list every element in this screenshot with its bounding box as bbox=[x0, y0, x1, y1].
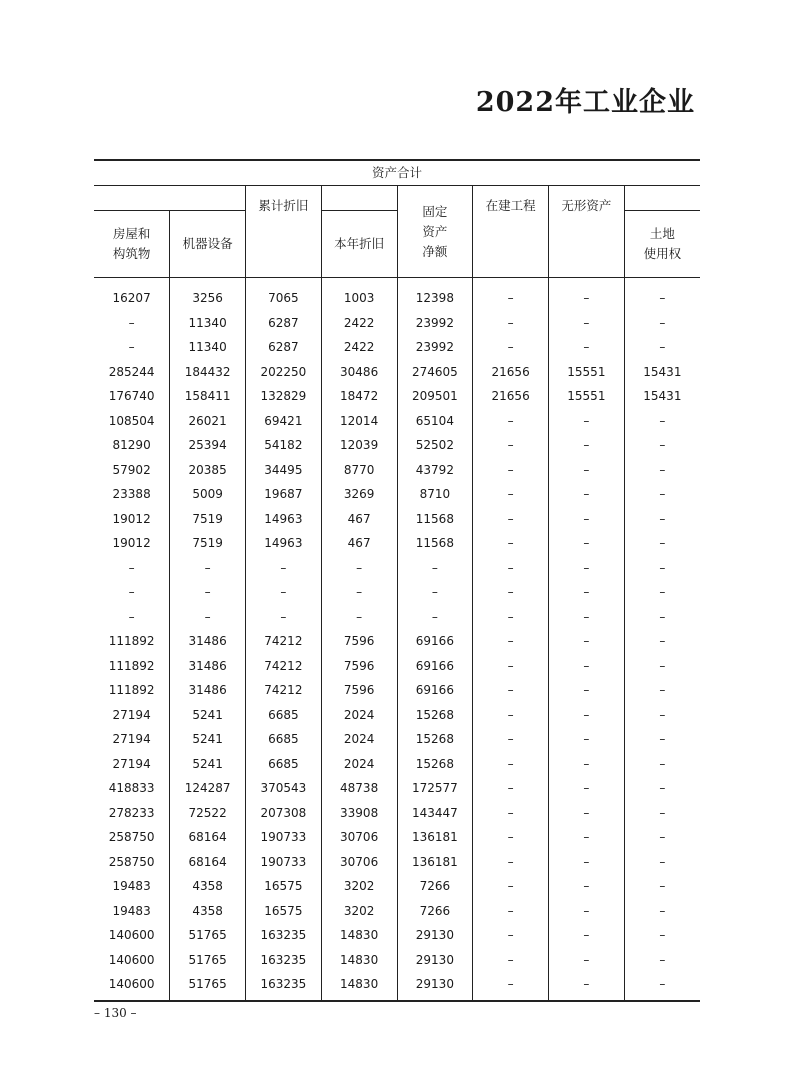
table-cell: – bbox=[549, 278, 625, 311]
table-cell: 8710 bbox=[397, 482, 473, 507]
table-cell: – bbox=[624, 629, 700, 654]
table-cell: 2024 bbox=[321, 703, 397, 728]
table-cell: 11568 bbox=[397, 531, 473, 556]
table-cell: 15431 bbox=[624, 384, 700, 409]
table-cell: 163235 bbox=[246, 948, 322, 973]
table-cell: 5241 bbox=[170, 727, 246, 752]
table-cell: – bbox=[624, 482, 700, 507]
table-cell: 3202 bbox=[321, 874, 397, 899]
table-cell: – bbox=[624, 850, 700, 875]
table-cell: 65104 bbox=[397, 409, 473, 434]
header-col-2: 机器设备 bbox=[170, 211, 246, 278]
table-cell: – bbox=[473, 458, 549, 483]
table-cell: 12014 bbox=[321, 409, 397, 434]
table-cell: – bbox=[549, 825, 625, 850]
table-row bbox=[94, 384, 700, 409]
table-cell: – bbox=[549, 482, 625, 507]
table-row bbox=[94, 923, 700, 948]
table-cell: 467 bbox=[321, 507, 397, 532]
table-cell: 81290 bbox=[112, 438, 151, 453]
table-cell: – bbox=[549, 899, 625, 924]
table-cell: – bbox=[128, 340, 135, 355]
table-cell: 51765 bbox=[170, 923, 246, 948]
table-cell: 3256 bbox=[170, 278, 246, 311]
asset-table bbox=[94, 159, 700, 1002]
table-row bbox=[94, 850, 700, 875]
table-cell: – bbox=[473, 278, 549, 311]
header-col-label: 累计折旧 bbox=[258, 198, 309, 213]
table-cell: 7519 bbox=[170, 507, 246, 532]
table-cell: 4358 bbox=[170, 899, 246, 924]
header-col-5 bbox=[397, 186, 473, 278]
table-row bbox=[94, 948, 700, 973]
table-cell: 418833 bbox=[108, 781, 155, 796]
table-cell: 190733 bbox=[246, 825, 322, 850]
table-cell: – bbox=[549, 948, 625, 973]
table-cell: 21656 bbox=[473, 360, 549, 385]
table-row bbox=[94, 335, 700, 360]
table-row bbox=[94, 433, 700, 458]
table-cell: 11568 bbox=[397, 507, 473, 532]
table-cell: 30706 bbox=[321, 825, 397, 850]
table-cell: 68164 bbox=[170, 850, 246, 875]
table-cell: – bbox=[549, 556, 625, 581]
table-cell: 29130 bbox=[397, 923, 473, 948]
header-col-label: 固定 资产 净额 bbox=[422, 203, 448, 259]
table-cell: 5241 bbox=[170, 752, 246, 777]
table-cell: 74212 bbox=[246, 654, 322, 679]
table-row bbox=[94, 776, 700, 801]
table-cell: 14830 bbox=[321, 923, 397, 948]
table-cell: – bbox=[549, 654, 625, 679]
table-cell: 2024 bbox=[321, 752, 397, 777]
table-cell: – bbox=[624, 776, 700, 801]
table-cell: 25394 bbox=[170, 433, 246, 458]
table-cell: 202250 bbox=[246, 360, 322, 385]
table-cell: – bbox=[473, 923, 549, 948]
table-cell: – bbox=[321, 580, 397, 605]
table-cell: 33908 bbox=[321, 801, 397, 826]
table-cell: 111892 bbox=[108, 634, 155, 649]
table-cell: – bbox=[473, 580, 549, 605]
table-row bbox=[94, 874, 700, 899]
table-row bbox=[94, 580, 700, 605]
table-cell: – bbox=[246, 580, 322, 605]
table-cell: 11340 bbox=[170, 335, 246, 360]
table-cell: 7519 bbox=[170, 531, 246, 556]
table-cell: 14963 bbox=[246, 531, 322, 556]
table-cell: – bbox=[473, 531, 549, 556]
table-cell: – bbox=[321, 605, 397, 630]
table-cell: 69166 bbox=[397, 629, 473, 654]
table-cell: 190733 bbox=[246, 850, 322, 875]
table-cell: – bbox=[624, 556, 700, 581]
table-cell: 57902 bbox=[112, 462, 151, 477]
table-cell: 209501 bbox=[397, 384, 473, 409]
table-cell: – bbox=[624, 433, 700, 458]
table-cell: – bbox=[128, 560, 135, 575]
table-cell: 74212 bbox=[246, 629, 322, 654]
table-cell: 14963 bbox=[246, 507, 322, 532]
table-cell: 23992 bbox=[397, 311, 473, 336]
table-cell: – bbox=[473, 899, 549, 924]
table-cell: 19012 bbox=[112, 511, 151, 526]
table-cell: – bbox=[624, 801, 700, 826]
table-cell: – bbox=[624, 972, 700, 1001]
table-cell: – bbox=[473, 482, 549, 507]
table-cell: 16575 bbox=[246, 874, 322, 899]
table-cell: 27194 bbox=[112, 732, 151, 747]
table-cell: – bbox=[473, 629, 549, 654]
table-cell: 6685 bbox=[246, 727, 322, 752]
table-cell: 31486 bbox=[170, 678, 246, 703]
table-cell: – bbox=[473, 850, 549, 875]
table-cell: – bbox=[128, 315, 135, 330]
table-cell: 19687 bbox=[246, 482, 322, 507]
header-group-total-assets: 资产合计 bbox=[94, 160, 700, 186]
table-row bbox=[94, 629, 700, 654]
table-cell: – bbox=[473, 703, 549, 728]
table-row bbox=[94, 825, 700, 850]
table-row bbox=[94, 654, 700, 679]
table-cell: 8770 bbox=[321, 458, 397, 483]
table-cell: – bbox=[549, 850, 625, 875]
table-cell: – bbox=[624, 678, 700, 703]
table-cell: 15268 bbox=[397, 703, 473, 728]
header-col-label: 无形资产 bbox=[561, 198, 612, 213]
table-cell: 258750 bbox=[108, 854, 155, 869]
table-cell: – bbox=[549, 335, 625, 360]
table-cell: – bbox=[473, 507, 549, 532]
table-cell: 172577 bbox=[397, 776, 473, 801]
table-cell: – bbox=[549, 727, 625, 752]
table-cell: – bbox=[170, 556, 246, 581]
table-row bbox=[94, 482, 700, 507]
table-cell: 278233 bbox=[108, 805, 155, 820]
table-cell: 3202 bbox=[321, 899, 397, 924]
table-cell: 136181 bbox=[397, 850, 473, 875]
table-row bbox=[94, 458, 700, 483]
table-cell: 176740 bbox=[108, 389, 155, 404]
table-header bbox=[94, 160, 700, 278]
table-row bbox=[94, 801, 700, 826]
table-cell: – bbox=[624, 727, 700, 752]
table-cell: 16207 bbox=[112, 291, 151, 306]
page-number: – 130 – bbox=[94, 1006, 137, 1020]
table-cell: – bbox=[246, 556, 322, 581]
table-cell: – bbox=[549, 972, 625, 1001]
table-cell: – bbox=[624, 278, 700, 311]
table-cell: – bbox=[549, 776, 625, 801]
table-cell: 111892 bbox=[108, 658, 155, 673]
table-cell: 6287 bbox=[246, 311, 322, 336]
table-cell: – bbox=[128, 609, 135, 624]
table-cell: – bbox=[549, 752, 625, 777]
table-cell: 258750 bbox=[108, 830, 155, 845]
table-row bbox=[94, 409, 700, 434]
table-cell: – bbox=[473, 654, 549, 679]
table-row bbox=[94, 360, 700, 385]
table-cell: – bbox=[624, 899, 700, 924]
table-cell: 69166 bbox=[397, 678, 473, 703]
table-cell: 467 bbox=[321, 531, 397, 556]
table-cell: 51765 bbox=[170, 972, 246, 1001]
table-cell: 27194 bbox=[112, 707, 151, 722]
table-cell: 30706 bbox=[321, 850, 397, 875]
table-cell: – bbox=[473, 433, 549, 458]
table-cell: 18472 bbox=[321, 384, 397, 409]
table-cell: 54182 bbox=[246, 433, 322, 458]
table-cell: – bbox=[549, 433, 625, 458]
table-cell: 2422 bbox=[321, 335, 397, 360]
header-col-4: 本年折旧 bbox=[321, 211, 397, 278]
table-cell: 6685 bbox=[246, 752, 322, 777]
table-cell: 7596 bbox=[321, 654, 397, 679]
table-cell: 21656 bbox=[473, 384, 549, 409]
table-cell: – bbox=[473, 801, 549, 826]
header-spacer bbox=[94, 186, 246, 211]
table-cell: 143447 bbox=[397, 801, 473, 826]
table-row bbox=[94, 605, 700, 630]
table-cell: 27194 bbox=[112, 756, 151, 771]
table-cell: 12039 bbox=[321, 433, 397, 458]
table-cell: 111892 bbox=[108, 683, 155, 698]
table-cell: – bbox=[397, 556, 473, 581]
table-cell: – bbox=[473, 678, 549, 703]
table-row bbox=[94, 531, 700, 556]
header-col-label: 在建工程 bbox=[485, 198, 536, 213]
table-cell: 163235 bbox=[246, 972, 322, 1001]
table-cell: 69166 bbox=[397, 654, 473, 679]
table-cell: – bbox=[397, 605, 473, 630]
table-cell: – bbox=[624, 654, 700, 679]
table-cell: – bbox=[128, 585, 135, 600]
table-row bbox=[94, 678, 700, 703]
table-cell: 31486 bbox=[170, 629, 246, 654]
table-cell: – bbox=[549, 874, 625, 899]
table-cell: 2422 bbox=[321, 311, 397, 336]
table-cell: – bbox=[549, 580, 625, 605]
table-cell: 15551 bbox=[549, 360, 625, 385]
table-cell: – bbox=[473, 752, 549, 777]
table-cell: – bbox=[549, 458, 625, 483]
table-cell: 14830 bbox=[321, 948, 397, 973]
table-cell: 72522 bbox=[170, 801, 246, 826]
table-cell: – bbox=[624, 923, 700, 948]
table-cell: – bbox=[170, 605, 246, 630]
table-cell: – bbox=[473, 948, 549, 973]
table-cell: – bbox=[624, 507, 700, 532]
table-cell: 20385 bbox=[170, 458, 246, 483]
table-cell: 19483 bbox=[112, 879, 151, 894]
table-cell: 184432 bbox=[170, 360, 246, 385]
table-cell: 7065 bbox=[246, 278, 322, 311]
table-cell: 6685 bbox=[246, 703, 322, 728]
table-cell: 136181 bbox=[397, 825, 473, 850]
header-col-3 bbox=[246, 186, 322, 278]
table-cell: 207308 bbox=[246, 801, 322, 826]
table-row bbox=[94, 278, 700, 311]
table-cell: 11340 bbox=[170, 311, 246, 336]
table-cell: 3269 bbox=[321, 482, 397, 507]
table-cell: 15551 bbox=[549, 384, 625, 409]
table-cell: 16575 bbox=[246, 899, 322, 924]
table-cell: 34495 bbox=[246, 458, 322, 483]
table-cell: 74212 bbox=[246, 678, 322, 703]
table-body bbox=[94, 278, 700, 1001]
table-cell: 4358 bbox=[170, 874, 246, 899]
table-row bbox=[94, 703, 700, 728]
table-cell: – bbox=[170, 580, 246, 605]
table-cell: 29130 bbox=[397, 948, 473, 973]
table-cell: 14830 bbox=[321, 972, 397, 1001]
table-cell: – bbox=[624, 335, 700, 360]
table-cell: 15268 bbox=[397, 727, 473, 752]
table-cell: 1003 bbox=[321, 278, 397, 311]
table-cell: 108504 bbox=[108, 413, 155, 428]
table-cell: – bbox=[549, 507, 625, 532]
table-cell: – bbox=[624, 580, 700, 605]
table-cell: 12398 bbox=[397, 278, 473, 311]
table-cell: – bbox=[473, 972, 549, 1001]
table-cell: – bbox=[624, 311, 700, 336]
table-cell: 274605 bbox=[397, 360, 473, 385]
table-cell: – bbox=[473, 605, 549, 630]
table-cell: 285244 bbox=[108, 364, 155, 379]
table-cell: 15268 bbox=[397, 752, 473, 777]
table-cell: – bbox=[397, 580, 473, 605]
table-cell: 370543 bbox=[246, 776, 322, 801]
table-cell: 51765 bbox=[170, 948, 246, 973]
table-cell: 69421 bbox=[246, 409, 322, 434]
table-cell: 29130 bbox=[397, 972, 473, 1001]
header-col-7 bbox=[549, 186, 625, 278]
table-cell: 7266 bbox=[397, 874, 473, 899]
table-cell: – bbox=[624, 458, 700, 483]
table-cell: – bbox=[624, 948, 700, 973]
table-cell: 52502 bbox=[397, 433, 473, 458]
table-cell: – bbox=[624, 825, 700, 850]
table-row bbox=[94, 556, 700, 581]
header-col-1: 房屋和 构筑物 bbox=[94, 211, 170, 278]
table-row bbox=[94, 507, 700, 532]
asset-table-container bbox=[94, 159, 700, 1002]
table-cell: 19012 bbox=[112, 536, 151, 551]
table-cell: 19483 bbox=[112, 903, 151, 918]
table-row bbox=[94, 727, 700, 752]
table-cell: – bbox=[549, 801, 625, 826]
table-cell: – bbox=[624, 703, 700, 728]
table-cell: 23992 bbox=[397, 335, 473, 360]
page-title: 2022年工业企业 bbox=[475, 87, 695, 118]
table-cell: – bbox=[624, 752, 700, 777]
table-cell: 140600 bbox=[108, 952, 155, 967]
table-cell: – bbox=[549, 703, 625, 728]
table-cell: – bbox=[473, 311, 549, 336]
table-cell: 5009 bbox=[170, 482, 246, 507]
table-cell: 2024 bbox=[321, 727, 397, 752]
table-cell: 43792 bbox=[397, 458, 473, 483]
table-cell: 7596 bbox=[321, 678, 397, 703]
table-cell: – bbox=[549, 629, 625, 654]
table-cell: – bbox=[549, 678, 625, 703]
table-cell: 23388 bbox=[112, 487, 151, 502]
table-cell: – bbox=[321, 556, 397, 581]
table-row bbox=[94, 311, 700, 336]
table-cell: – bbox=[549, 605, 625, 630]
table-cell: – bbox=[473, 776, 549, 801]
header-col-6 bbox=[473, 186, 549, 278]
table-cell: 7266 bbox=[397, 899, 473, 924]
header-spacer bbox=[321, 186, 397, 211]
table-cell: – bbox=[624, 874, 700, 899]
table-cell: 7596 bbox=[321, 629, 397, 654]
table-cell: 132829 bbox=[246, 384, 322, 409]
table-cell: – bbox=[624, 409, 700, 434]
table-cell: 68164 bbox=[170, 825, 246, 850]
table-cell: 140600 bbox=[108, 928, 155, 943]
table-cell: 5241 bbox=[170, 703, 246, 728]
table-cell: – bbox=[473, 556, 549, 581]
table-cell: 30486 bbox=[321, 360, 397, 385]
table-cell: – bbox=[246, 605, 322, 630]
table-cell: 6287 bbox=[246, 335, 322, 360]
table-cell: – bbox=[473, 335, 549, 360]
table-row bbox=[94, 752, 700, 777]
table-cell: – bbox=[473, 874, 549, 899]
table-cell: – bbox=[549, 531, 625, 556]
table-row bbox=[94, 899, 700, 924]
table-cell: 26021 bbox=[170, 409, 246, 434]
table-cell: 48738 bbox=[321, 776, 397, 801]
table-cell: 140600 bbox=[94, 972, 170, 1001]
table-cell: – bbox=[473, 727, 549, 752]
table-row bbox=[94, 972, 700, 1001]
table-cell: 124287 bbox=[170, 776, 246, 801]
table-cell: – bbox=[549, 923, 625, 948]
table-cell: – bbox=[549, 311, 625, 336]
table-cell: 31486 bbox=[170, 654, 246, 679]
table-cell: – bbox=[624, 605, 700, 630]
table-cell: 15431 bbox=[624, 360, 700, 385]
table-cell: – bbox=[624, 531, 700, 556]
header-col-8: 土地 使用权 bbox=[624, 211, 700, 278]
table-cell: – bbox=[549, 409, 625, 434]
header-spacer bbox=[624, 186, 700, 211]
table-cell: 163235 bbox=[246, 923, 322, 948]
table-cell: – bbox=[473, 409, 549, 434]
table-cell: 158411 bbox=[170, 384, 246, 409]
table-cell: – bbox=[473, 825, 549, 850]
